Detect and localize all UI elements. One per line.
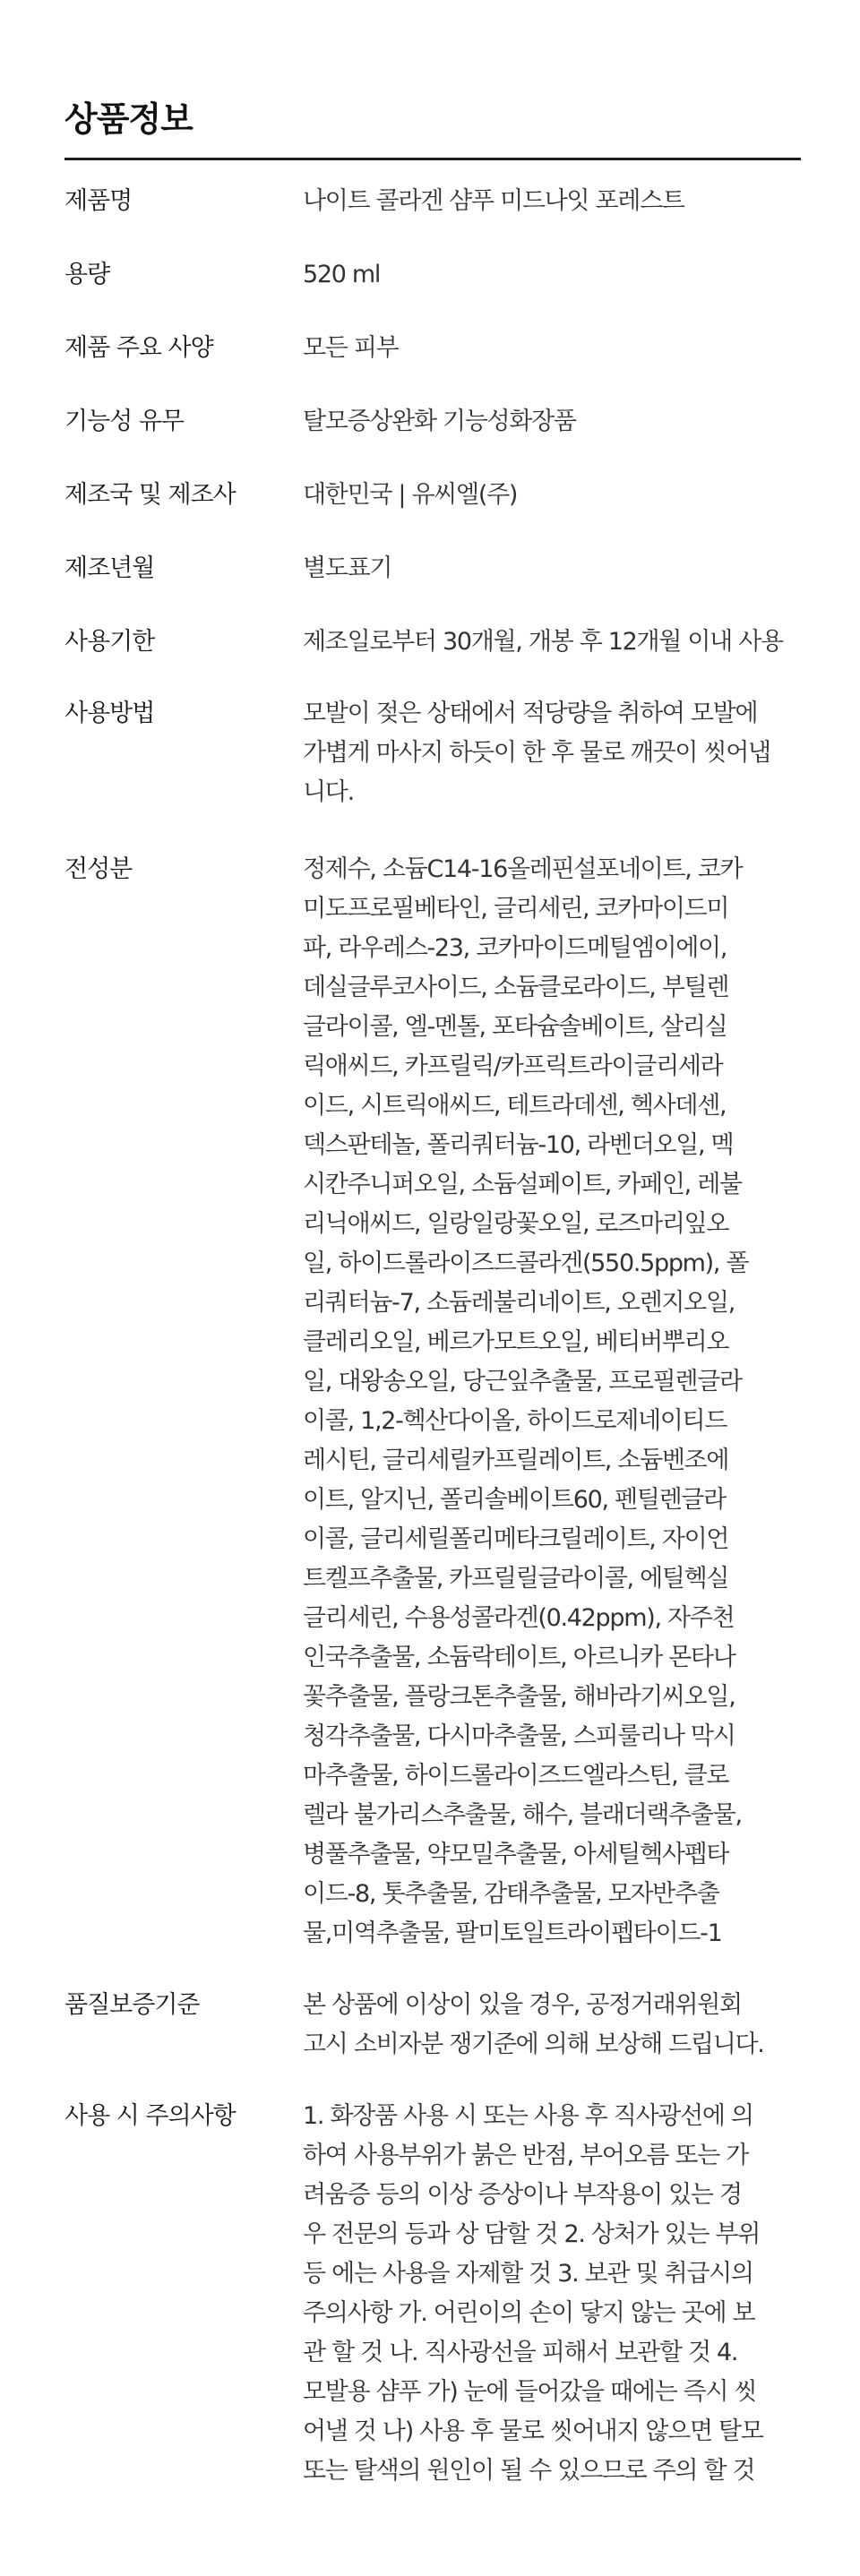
info-label: 제조년월 — [64, 554, 155, 582]
info-label: 제조국 및 제조사 — [64, 481, 236, 509]
info-row-spec — [64, 329, 801, 368]
info-label: 제품명 — [64, 187, 133, 215]
info-label: 기능성 유무 — [64, 408, 184, 435]
info-value: 모발이 젖은 상태에서 적당량을 취하여 모발에 가볍게 마사지 하듯이 한 후 물로 깨끗이 씻어냅 니다. — [303, 700, 770, 806]
info-row-functional — [64, 402, 801, 442]
info-row-usage — [64, 694, 801, 812]
info-value: 1. 화장품 사용 시 또는 사용 후 직사광선에 의 하여 사용부위가 붉은 반점, 부어오름 또는 가 려움증 등의 이상 증상이나 부작용이 있는 경 우 전문의 등과 상 담할 것 2. 상처가 있는 부위 등 에는 사용을 자제할 것 3. 보관 및 취급시의 주의사항 가. 어린이의 손이 닿지 않는 곳에 보 관 할 것 나. 직사광선을 피해서 보관할 것 4. 모발용 샴푸 가) 눈에 들어갔을 때에는 즉시 씻 어낼 것 나) 사용 후 물로 씻어내지 않으면 탈모 또는 탈색의 원인이 될 수 있으므로 주의 할 것 — [303, 2102, 763, 2485]
info-label: 품질보증기준 — [64, 1991, 200, 2019]
info-value: 대한민국 | 유씨엘(주) — [303, 481, 518, 509]
info-row-quality-guarantee — [64, 1986, 801, 2065]
info-label: 전성분 — [64, 855, 133, 883]
info-value: 제조일로부터 30개월, 개봉 후 12개월 이내 사용 — [303, 628, 783, 656]
info-label: 사용기한 — [64, 628, 155, 656]
info-row-ingredients — [64, 850, 801, 1953]
info-row-product-name — [64, 182, 801, 221]
info-row-precautions — [64, 2097, 801, 2491]
info-label: 제품 주요 사양 — [64, 334, 213, 362]
info-row-manufacture-date — [64, 549, 801, 588]
info-value: 본 상품에 이상이 있을 경우, 공정거래위원회 고시 소비자분 쟁기준에 의해 보상해 드립니다. — [303, 1991, 764, 2058]
info-value: 나이트 콜라겐 샴푸 미드나잇 포레스트 — [303, 187, 684, 215]
info-label: 사용 시 주의사항 — [64, 2102, 236, 2130]
product-info-table — [64, 182, 801, 2491]
info-value: 모든 피부 — [303, 334, 399, 362]
info-value: 정제수, 소듐C14-16올레핀설포네이트, 코카 미도프로필베타인, 글리세린, 코카마이드미 파, 라우레스-23, 코카마이드메틸엠이에이, 데실글루코사이드, 소듐클로라이드, 부틸렌 글라이콜, 엘-멘톨, 포타슘솔베이트, 살리실 릭애씨드, 카프릴릭/카프릭트라이글리세라 이드, 시트릭애씨드, 테트라데센, 헥사데센, 덱스판테놀, 폴리쿼터늄-10, 라벤더오일, 멕 시칸주니퍼오일, 소듐설페이트, 카페인, 레불 리닉애씨드, 일랑일랑꽃오일, 로즈마리잎오 일, 하이드롤라이즈드콜라겐(550.5ppm), 폴 리쿼터늄-7, 소듐레불리네이트, 오렌지오일, 클레리오일, 베르가모트오일, 베티버뿌리오 일, 대왕송오일, 당근잎추출물, 프로필렌글라 이콜, 1,2-헥산다이올, 하이드로제네이티드 레시틴, 글리세릴카프릴레이트, 소듐벤조에 이트, 알지닌, 폴리솔베이트60, 펜틸렌글라 이콜, 글리세릴폴리메타크릴레이트, 자이언 트켈프추출물, 카프릴릴글라이콜, 에틸헥실 글리세린, 수용성콜라겐(0.42ppm), 자주천 인국추출물, 소듐락테이트, 아르니카 몬타나 꽃추출물, 플랑크톤추출물, 해바라기씨오일, 청각추출물, 다시마추출물, 스피룰리나 막시 마추출물, 하이드롤라이즈드엘라스틴, 클로 렐라 불가리스추출물, 해수, 블래더랙추출물, 병풀추출물, 약모밀추출물, 아세틸헥사펩타 이드-8, 톳추출물, 감태추출물, 모자반추출 물,미역추출물, 팔미토일트라이펩타이드-1 — [303, 855, 749, 1947]
info-row-volume — [64, 255, 801, 295]
info-value: 별도표기 — [303, 554, 392, 582]
section-title: 상품정보 — [64, 99, 193, 139]
info-value: 탈모증상완화 기능성화장품 — [303, 408, 576, 435]
info-value: 520 ml — [303, 261, 381, 288]
info-label: 용량 — [64, 261, 110, 288]
info-row-manufacturer — [64, 476, 801, 515]
info-label: 사용방법 — [64, 700, 155, 727]
info-row-expiry — [64, 623, 801, 662]
title-divider — [64, 158, 801, 160]
